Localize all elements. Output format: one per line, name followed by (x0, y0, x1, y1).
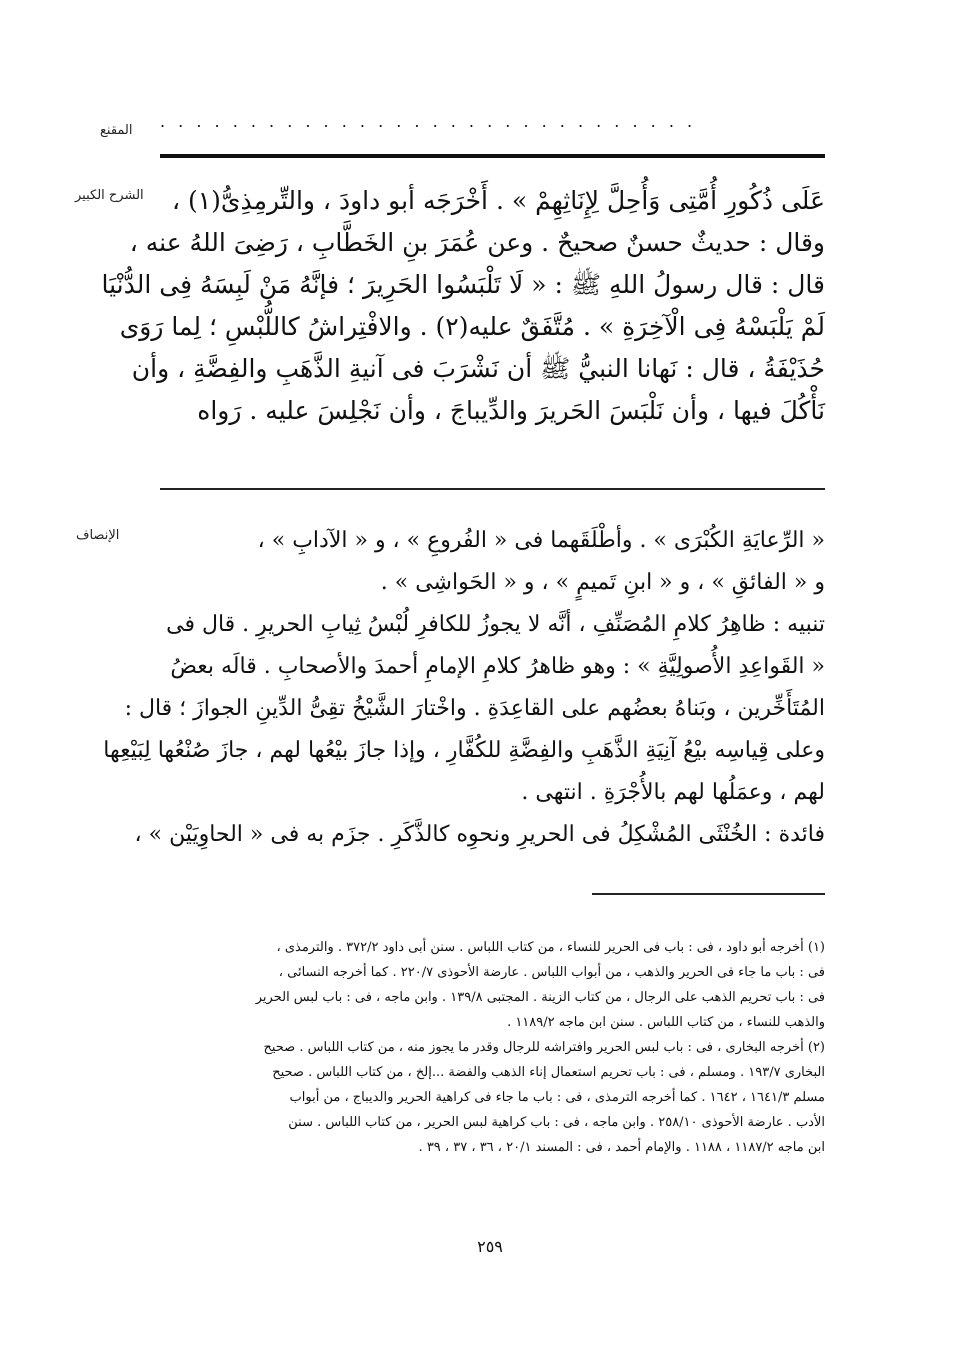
text-line: « الرِّعايَةِ الكُبْرَى » . وأطْلَقَهما فى « الفُروعِ » ، و « الآدابِ » ، (257, 528, 825, 553)
text-line: قال : قال رسولُ اللهِ ﷺ : « لَا تَلْبَسُوا الحَرِيرَ ؛ فإنَّهُ مَنْ لَبِسَهُ فِى الدُّنْيَا (101, 270, 825, 299)
footnote-line: (١) أخرجه أبو داود ، فى : باب فى الحرير للنساء ، من كتاب اللباس . سنن أبى داود ٣٧٢/٢ . والترمذى ، (276, 940, 825, 955)
insaf-text (103, 520, 825, 856)
text-line: نَأْكُلَ فيها ، وأن نَلْبَسَ الحَريرَ والدِّيباجَ ، وأن نَجْلِسَ عليه . رَواه (197, 396, 825, 425)
footnote-line: البخارى ١٩٣/٧ . ومسلم ، فى : باب تحريم استعمال إناء الذهب والفضة ...إلخ ، من كتاب اللباس . صحيح (272, 1065, 825, 1080)
text-line: عَلَى ذُكُورِ أُمَّتِى وَأُحِلَّ لِإِنَاثِهِمْ » . أَخْرَجَه أبو داودَ ، والتِّرمِذِىُّ(١) ، (171, 186, 825, 215)
text-line: وعلى قِياسِه بيْعُ آنِيَةِ الذَّهَبِ والفِضَّةِ للكُفَّارِ ، وإذا جازَ بيْعُها لهم ، جازَ صُنْعُها لِبَيْعِها (103, 738, 825, 763)
sharh-kabir-label: الشرح الكبير (75, 188, 144, 203)
book-title: المقنع (100, 123, 133, 138)
footnotes (160, 935, 825, 1160)
text-line: لَمْ يَلْبَسْهُ فِى الْآخِرَةِ » . مُتَّفَقٌ عليه(٢) . والافْتِراشُ كاللُّبْسِ ؛ لِما رَوَى (119, 312, 825, 341)
insaf-label: الإنصاف (76, 528, 120, 543)
dotted-rule: . . . . . . . . . . . . . . . . . . . . . . . . . . . . . . (160, 112, 697, 131)
footnote-line: فى : باب تحريم الذهب على الرجال ، من كتاب الزينة . المجتبى ١٣٩/٨ . وابن ماجه ، فى : باب لبس الحرير (255, 990, 825, 1005)
footnote-line: (٢) أخرجه البخارى ، فى : باب لبس الحرير وافتراشه للرجال وقدر ما يجوز منه ، من كتاب اللباس . صحيح (263, 1040, 825, 1055)
footnote-line: مسلم ١٦٤١/٣ ، ١٦٤٢ . كما أخرجه الترمذى ، فى : باب ما جاء فى كراهية الحرير والديباج ، من أبواب (289, 1090, 825, 1105)
text-line: المُتَأَخِّرين ، وبَناهُ بعضُهم على القاعِدَةِ . واخْتارَ الشَّيْخُ تقِىُّ الدِّينِ الجوازَ ؛ قال : (124, 696, 825, 721)
text-line: حُذَيْفَةُ ، قال : نَهانا النبيُّ ﷺ أن نَشْرَبَ فى آنيةِ الذَّهَبِ والفِضَّةِ ، وأن (131, 354, 825, 383)
text-line: و « الفائقِ » ، و « ابنِ تَميمٍ » ، و « الحَواشِى » . (380, 570, 825, 595)
text-line: فائدة : الخُنْثَى المُشْكِلُ فى الحريرِ ونحوِه كالذَّكَرِ . جزَم به فى « الحاوِيَيْن » ، (134, 822, 825, 847)
footnote-line: والذهب للنساء ، من كتاب اللباس . سنن ابن ماجه ١١٨٩/٢ . (507, 1015, 825, 1030)
footnote-divider (592, 893, 825, 895)
section-divider (160, 488, 825, 490)
page-number: ٢٥٩ (477, 1237, 503, 1256)
text-line: تنبيه : ظاهِرُ كلامِ المُصَنِّفِ ، أنَّه لا يجوزُ للكافرِ لُبْسُ ثِيابِ الحريرِ . قال فى (166, 612, 825, 637)
footnote-line: ابن ماجه ١١٨٧/٢ ، ١١٨٨ . والإمام أحمد ، فى : المسند ٢٠/١ ، ٣٦ ، ٣٧ ، ٣٩ . (418, 1140, 825, 1155)
text-line: « القَواعِدِ الأُصولِيَّةِ » : وهو ظاهرُ كلامِ الإمامِ أحمدَ والأصحابِ . قالَه بعضُ (170, 654, 825, 679)
text-line: وقال : حديثٌ حسنٌ صحيحٌ . وعن عُمَرَ بنِ الخَطَّابِ ، رَضِىَ اللهُ عنه ، (129, 228, 825, 257)
text-line: لهم ، وعمَلُها لهم بالأُجْرَةِ . انتهى . (521, 780, 825, 805)
footnote-line: فى : باب ما جاء فى الحرير والذهب ، من أبواب اللباس . عارضة الأحوذى ٢٢٠/٧ . كما أخرجه النسائى ، (278, 965, 825, 980)
header-rule (160, 154, 825, 158)
footnote-line: الأدب . عارضة الأحوذى ٢٥٨/١٠ . وابن ماجه ، فى : باب كراهية لبس الحرير ، من كتاب اللباس . سنن (288, 1115, 825, 1130)
